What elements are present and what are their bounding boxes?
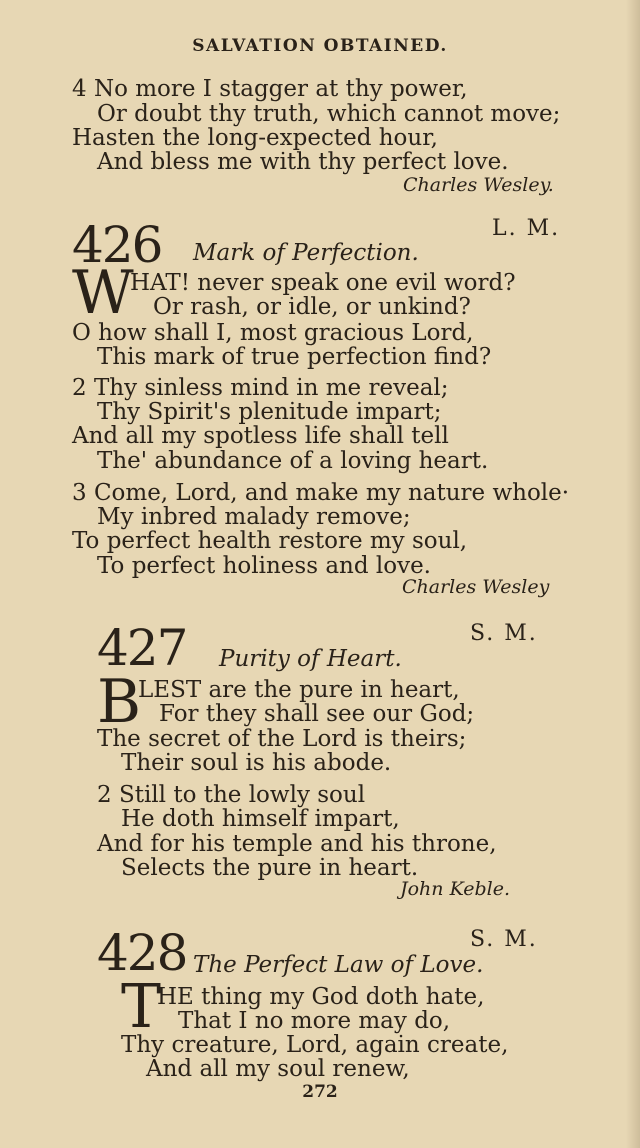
hymn-title: Purity of Heart. [219,646,402,672]
verse-line: Their soul is his abode. [121,750,392,776]
verse-line: He doth himself impart, [121,806,400,832]
verse-line: Thy Spirit's plenitude impart; [97,399,442,425]
verse-line: Hasten the long-expected hour, [72,125,438,151]
hymn-title: Mark of Perfection. [193,240,419,266]
hymn-number: 428 [97,924,187,982]
verse-line: HE thing my God doth hate, [157,984,485,1010]
verse-line: My inbred malady remove; [97,504,411,530]
verse-line: Thy creature, Lord, again create, [121,1032,509,1058]
running-head: SALVATION OBTAINED. [192,36,448,56]
verse-line: LEST are the pure in heart, [138,677,460,703]
hymn-meter: S. M. [470,621,538,646]
hymn-number: 427 [97,619,187,677]
drop-cap: T [121,972,162,1042]
verse-line: For they shall see our God; [159,701,475,727]
verse-line: To perfect health restore my soul, [72,528,468,554]
page-number: 272 [302,1082,338,1102]
verse-line: Selects the pure in heart. [121,855,419,881]
verse-line: 3 Come, Lord, and make my nature whole· [72,480,570,506]
hymn-meter: L. M. [492,216,561,241]
page-edge-shadow [626,0,640,1148]
verse-line: The secret of the Lord is theirs; [97,726,467,752]
verse-line: 4 No more I stagger at thy power, [72,76,468,102]
verse-line: And all my soul renew, [146,1056,410,1082]
hymn-meter: S. M. [470,927,538,952]
drop-cap: W [72,258,134,328]
verse-line: And bless me with thy perfect love. [97,149,509,175]
verse-line: 2 Thy sinless mind in me reveal; [72,375,449,401]
verse-line: Or rash, or idle, or unkind? [153,294,471,320]
verse-line: That I no more may do, [178,1008,451,1034]
verse-line: To perfect holiness and love. [97,553,431,579]
hymn-title: The Perfect Law of Love. [193,952,484,978]
verse-line: O how shall I, most gracious Lord, [72,320,474,346]
verse-line: And all my spotless life shall tell [72,423,449,449]
hymn-number: 426 [72,216,162,274]
verse-line: HAT! never speak one evil word? [130,270,516,296]
hymn-author: John Keble. [400,878,511,900]
verse-line: This mark of true perfection find? [97,344,492,370]
verse-line: Or doubt thy truth, which cannot move; [97,101,561,127]
hymn-author: Charles Wesley [402,576,550,598]
drop-cap: B [97,667,142,737]
verse-line: And for his temple and his throne, [97,831,497,857]
verse-line: The' abundance of a loving heart. [97,448,489,474]
hymn-author: Charles Wesley. [403,174,554,196]
verse-line: 2 Still to the lowly soul [97,782,366,808]
